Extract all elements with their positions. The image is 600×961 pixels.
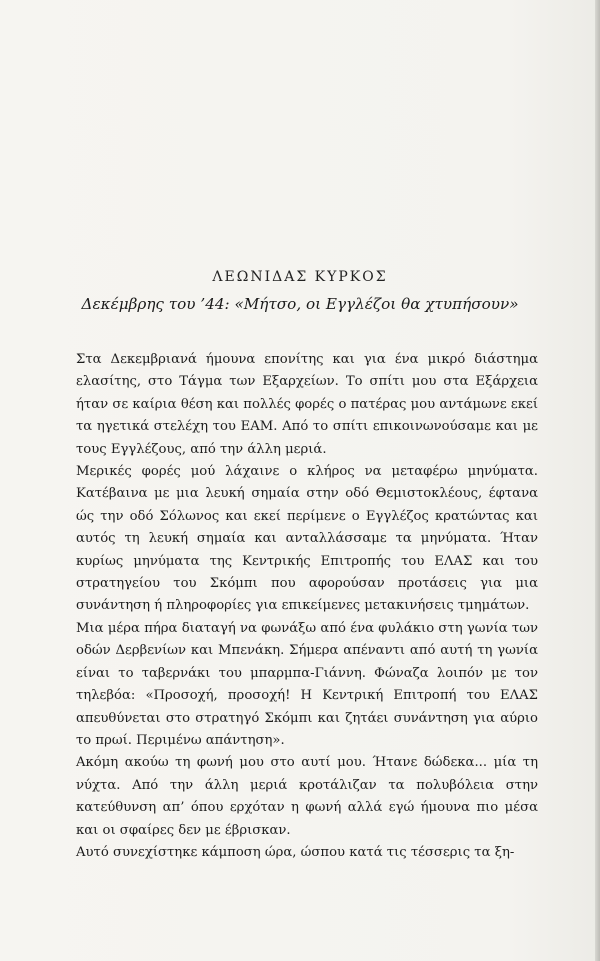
paragraph-3: Μια μέρα πήρα διαταγή να φωνάξω από ένα φυλάκιο στη γωνία των οδών Δερβενίων και Μπενάκη. Σήμερα απέναντι από αυτή τη γωνία είναι το ταβερνάκι του μπαρμπα-Γιάννη. Φώναζα λοιπόν με τον τηλεβόα: «Προσοχή, προσοχή! Η Κεντρική Επιτροπή του ΕΛΑΣ απευθύνεται στο στρατηγό Σκόμπι και ζητάει συνάντηση για αύριο το πρωί. Περιμένω απάντηση». — [76, 620, 538, 748]
chapter-title: Δεκέμβρης του ’44: «Μήτσο, οι Εγγλέζοι θα χτυπήσουν» — [81, 295, 519, 313]
author-name: ΛΕΩΝΙΔΑΣ ΚΥΡΚΟΣ — [212, 269, 388, 285]
paragraph-5: Αυτό συνεχίστηκε κάμποση ώρα, ώσπου κατά τις τέσσερις τα ξη- — [76, 844, 515, 860]
paragraph-1: Στα Δεκεμβριανά ήμουνα επονίτης και για ένα μικρό διάστημα ελασίτης, στο Τάγμα των Εξαρχείων. Το σπίτι μου στα Εξάρχεια ήταν σε καίρια θέση και πολλές φορές ο πατέρας μου αντάμωνε εκεί τα ηγετικά στελέχη του ΕΑΜ. Από το σπίτι επικοινωνούσαμε και με τους Εγγλέζους, από την άλλη μεριά. — [76, 352, 538, 457]
body-text — [76, 349, 538, 864]
paragraph-2: Μερικές φορές μού λάχαινε ο κλήρος να μεταφέρω μηνύματα. Κατέβαινα με μια λευκή σημαία στην οδό Θεμιστοκλέους, έφτανα ώς την οδό Σόλωνος και εκεί περίμενε ο Εγγλέζος κρατώντας και αυτός τη λευκή σημαία και ανταλλάσσαμε τα μηνύματα. Ήταν κυρίως μηνύματα της Κεντρικής Επιτροπής του ΕΛΑΣ και του στρατηγείου του Σκόμπι που αφορούσαν προτάσεις για μια συνάντηση ή πληροφορίες για επικείμενες μετακινήσεις τμημάτων. — [76, 464, 538, 614]
paragraph-4: Ακόμη ακούω τη φωνή μου στο αυτί μου. Ήτανε δώδεκα... μία τη νύχτα. Από την άλλη μεριά κροτάλιζαν τα πολυβόλεια στην κατεύθυνση απ’ όπου ερχόταν η φωνή αλλά εγώ ήμουνα πιο μέσα και οι σφαίρες δεν με έβρισκαν. — [76, 755, 538, 838]
page-edge-shadow — [595, 0, 600, 961]
